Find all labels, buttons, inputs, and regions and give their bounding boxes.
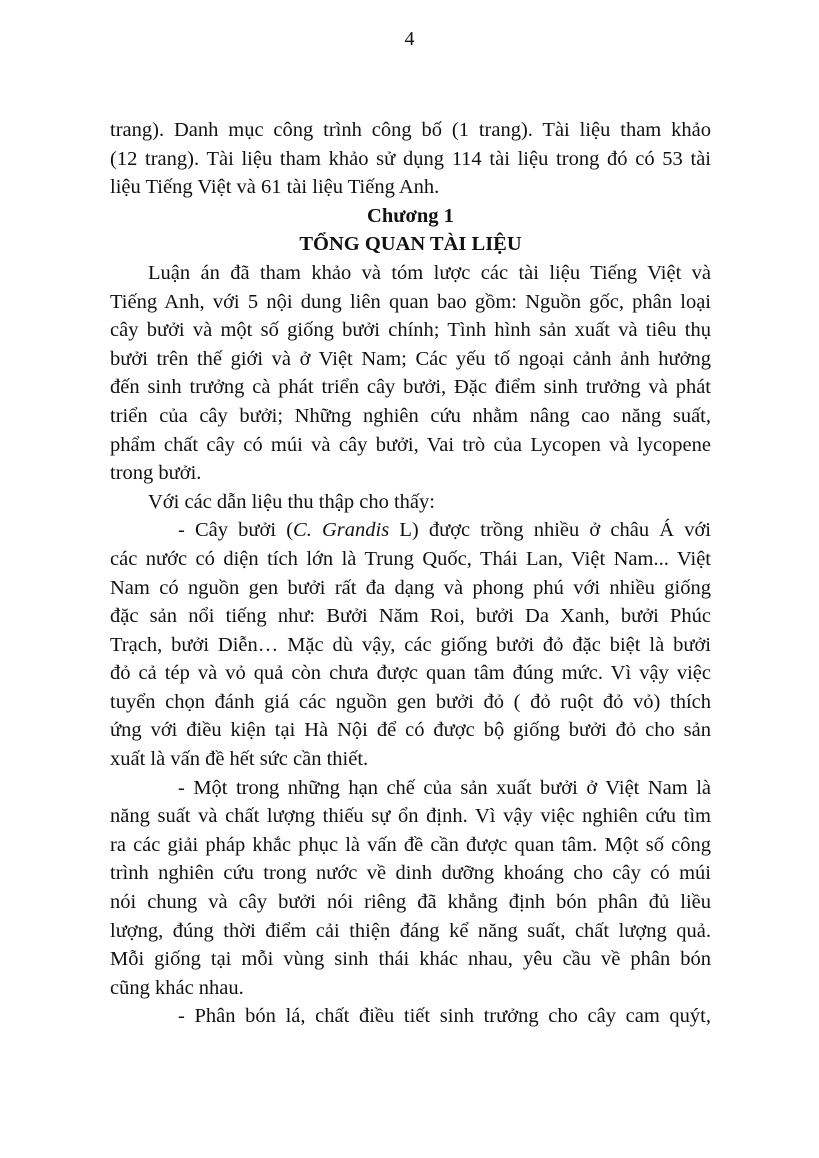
bullet-paragraph-3 [110, 1002, 711, 1031]
text-line: bưởi trên thế giới và ở Việt Nam; Các yếu tố ngoại cảnh ảnh hưởng [110, 347, 711, 370]
bullet-paragraph-2 [110, 774, 711, 1003]
text-line: (12 trang). Tài liệu tham khảo sử dụng 114 tài liệu trong đó có 53 tài [110, 147, 711, 170]
text-line: ứng với điều kiện tại Hà Nội để có được bộ giống bưởi đỏ cho sản [110, 719, 711, 742]
text-line: đến sinh trưởng cà phát triển cây bưởi, Đặc điểm sinh trưởng và phát [110, 376, 711, 399]
text-line: đỏ cả tép và vỏ quả còn chưa được quan tâm đúng mức. Vì vậy việc [110, 662, 711, 685]
text-line: nói chung và cây bưởi nói riêng đã khẳng định bón phân đủ liều [110, 891, 711, 914]
text-run: L) được trồng nhiều ở châu Á với [389, 519, 711, 542]
text-line: Trạch, bưởi Diễn… Mặc dù vậy, các giống bưởi đỏ đặc biệt là bưởi [110, 633, 711, 656]
text-line: lượng, đúng thời điểm cải thiện đáng kể năng suất, chất lượng quả. [110, 919, 711, 942]
text-line: phẩm chất cây có múi và cây bưởi, Vai trò của Lycopen và lycopene [110, 433, 711, 456]
text-line: xuất là vấn đề hết sức cần thiết. [110, 748, 369, 771]
chapter-title: TỔNG QUAN TÀI LIỆU [299, 233, 522, 256]
text-line [110, 516, 711, 545]
document-body [110, 116, 711, 1031]
species-name: C. Grandis [293, 519, 390, 542]
text-line: cây bưởi và một số giống bưởi chính; Tình hình sản xuất và tiêu thụ [110, 319, 711, 342]
intro-paragraph [110, 116, 711, 202]
text-line: - Một trong những hạn chế của sản xuất bưởi ở Việt Nam là [178, 776, 711, 799]
findings-intro: Với các dẫn liệu thu thập cho thấy: [148, 490, 435, 513]
page-number: 4 [404, 28, 415, 50]
text-line: Luận án đã tham khảo và tóm lược các tài liệu Tiếng Việt và [148, 261, 711, 284]
bullet-paragraph-1 [110, 516, 711, 773]
chapter-number: Chương 1 [367, 204, 454, 227]
text-line: các nước có diện tích lớn là Trung Quốc, Thái Lan, Việt Nam... Việt [110, 547, 711, 570]
text-line: Tiếng Anh, với 5 nội dung liên quan bao gồm: Nguồn gốc, phân loại [110, 290, 711, 313]
summary-paragraph [110, 259, 711, 488]
text-line: - Phân bón lá, chất điều tiết sinh trưởng cho cây cam quýt, [178, 1005, 711, 1028]
text-line: trang). Danh mục công trình công bố (1 trang). Tài liệu tham khảo [110, 119, 711, 141]
text-line: ra các giải pháp khắc phục là vấn đề cần được quan tâm. Một số công [110, 833, 711, 856]
text-line: cũng khác nhau. [110, 976, 244, 999]
text-line: trong bưởi. [110, 462, 202, 485]
text-run: - Cây bưởi ( [178, 519, 294, 542]
text-line: Mỗi giống tại mỗi vùng sinh thái khác nhau, yêu cầu về phân bón [110, 948, 711, 971]
text-line: trình nghiên cứu trong nước về dinh dưỡng khoáng cho cây có múi [110, 862, 711, 885]
text-line: triển của cây bưởi; Những nghiên cứu nhằm nâng cao năng suất, [110, 404, 711, 427]
text-line: năng suất và chất lượng thiếu sự ổn định. Vì vậy việc nghiên cứu tìm [110, 805, 711, 828]
text-line: tuyển chọn đánh giá các nguồn gen bưởi đỏ ( đỏ ruột đỏ vỏ) thích [110, 690, 711, 713]
text-line: Nam có nguồn gen bưởi rất đa dạng và phong phú với nhiều giống [110, 576, 711, 599]
text-line: liệu Tiếng Việt và 61 tài liệu Tiếng Anh. [110, 176, 440, 199]
text-line: đặc sản nổi tiếng như: Bưởi Năm Roi, bưởi Da Xanh, bưởi Phúc [110, 605, 711, 628]
